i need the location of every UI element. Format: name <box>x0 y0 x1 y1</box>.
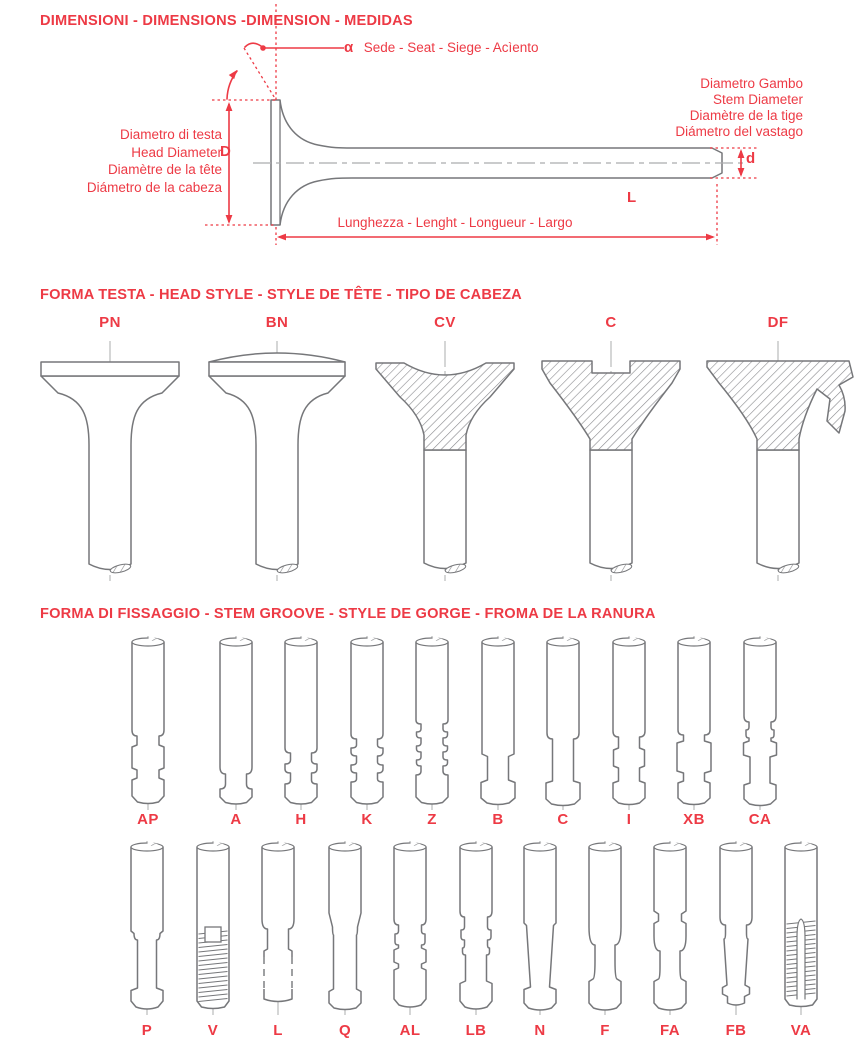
stem-groove-drawing-XB <box>677 636 711 810</box>
head-diameter-callout <box>87 126 222 196</box>
stem-groove-drawing-V <box>197 841 229 1015</box>
stem-diameter-line: Diámetro del vastago <box>675 124 803 139</box>
stem-groove-drawing-L <box>262 841 294 1015</box>
stem-groove-drawing-N <box>524 841 556 1015</box>
head-style-label-DF: DF <box>767 314 789 331</box>
head-diameter-line: Head Diameter <box>131 144 222 160</box>
stem-groove-label-row2-AL: AL <box>399 1022 421 1039</box>
section-title-head-style: FORMA TESTA - HEAD STYLE - STYLE DE TÊTE - TIPO DE CABEZA <box>40 287 522 303</box>
head-style-label-PN: PN <box>99 314 121 331</box>
stem-groove-drawing-H <box>285 636 317 810</box>
head-diameter-line: Diametro di testa <box>119 127 222 142</box>
stem-groove-drawing-I <box>613 636 645 810</box>
seat-label: Sede - Seat - Siege - Acìento <box>363 40 539 55</box>
stem-groove-drawing-FB <box>720 841 752 1015</box>
stem-groove-drawing-C <box>546 636 580 810</box>
stem-groove-drawing-A <box>220 636 252 810</box>
stem-groove-label-row2-V: V <box>207 1022 219 1039</box>
head-style-drawing-CV <box>376 341 514 581</box>
stem-groove-label-row1-AP: AP <box>137 811 159 828</box>
head-style-label-BN: BN <box>265 314 289 331</box>
head-style-drawing-BN <box>209 341 345 581</box>
stem-groove-label-row2-Q: Q <box>338 1022 352 1039</box>
stem-diameter-symbol: d <box>746 150 756 167</box>
stem-groove-label-row2-N: N <box>534 1022 546 1039</box>
length-label: Lunghezza - Lenght - Longueur - Largo <box>337 215 573 230</box>
length-symbol: L <box>627 189 637 206</box>
stem-groove-label-row2-P: P <box>141 1022 153 1039</box>
section-title-dimensions: DIMENSIONI - DIMENSIONS -DIMENSION - MEDIDAS <box>40 13 413 29</box>
stem-groove-drawing-AL <box>394 841 426 1015</box>
alpha-symbol: α <box>344 39 354 56</box>
stem-groove-drawing-F <box>589 841 621 1015</box>
stem-groove-drawings <box>0 630 860 1051</box>
stem-diameter-line: Stem Diameter <box>712 92 803 107</box>
stem-groove-label-row1-XB: XB <box>683 811 705 828</box>
stem-groove-label-row2-FA: FA <box>660 1022 680 1039</box>
stem-groove-drawing-VA <box>785 841 817 1015</box>
head-diameter-symbol: D <box>220 143 231 160</box>
stem-diameter-line: Diametro Gambo <box>700 76 803 91</box>
stem-groove-label-row1-A: A <box>230 811 242 828</box>
seat-callout <box>344 39 539 57</box>
stem-groove-label-row1-K: K <box>361 811 373 828</box>
stem-groove-label-row1-H: H <box>295 811 307 828</box>
stem-groove-label-row1-CA: CA <box>748 811 772 828</box>
stem-groove-label-row1-B: B <box>492 811 504 828</box>
stem-groove-label-row1-I: I <box>626 811 632 828</box>
stem-groove-drawing-CA <box>744 636 777 810</box>
head-style-drawing-DF <box>707 341 853 581</box>
stem-groove-drawing-AP <box>132 636 164 810</box>
stem-groove-label-row1-Z: Z <box>427 811 437 828</box>
stem-groove-label-row2-L: L <box>273 1022 283 1039</box>
stem-groove-drawing-P <box>131 841 163 1015</box>
head-style-label-C: C <box>605 314 617 331</box>
stem-groove-label-row2-F: F <box>600 1022 610 1039</box>
stem-groove-drawing-LB <box>460 841 492 1015</box>
stem-diameter-callout <box>675 76 803 140</box>
stem-groove-label-row1-C: C <box>557 811 569 828</box>
head-diameter-line: Diamètre de la tête <box>107 162 222 177</box>
stem-groove-drawing-B <box>481 636 515 810</box>
head-diameter-line: Diámetro de la cabeza <box>86 179 222 195</box>
stem-groove-drawing-FA <box>654 841 686 1015</box>
head-style-label-CV: CV <box>434 314 456 331</box>
stem-groove-drawing-K <box>351 636 383 810</box>
head-style-drawings <box>0 335 860 595</box>
stem-groove-drawing-Q <box>329 841 361 1015</box>
stem-diameter-line: Diamètre de la tige <box>689 108 803 123</box>
stem-groove-label-row2-VA: VA <box>790 1022 812 1039</box>
stem-groove-label-row2-LB: LB <box>465 1022 487 1039</box>
head-style-drawing-C <box>542 341 680 581</box>
head-style-drawing-PN <box>41 341 179 581</box>
section-title-stem-groove: FORMA DI FISSAGGIO - STEM GROOVE - STYLE DE GORGE - FROMA DE LA RANURA <box>40 606 656 622</box>
stem-groove-drawing-Z <box>416 636 448 810</box>
stem-groove-label-row2-FB: FB <box>725 1022 747 1039</box>
